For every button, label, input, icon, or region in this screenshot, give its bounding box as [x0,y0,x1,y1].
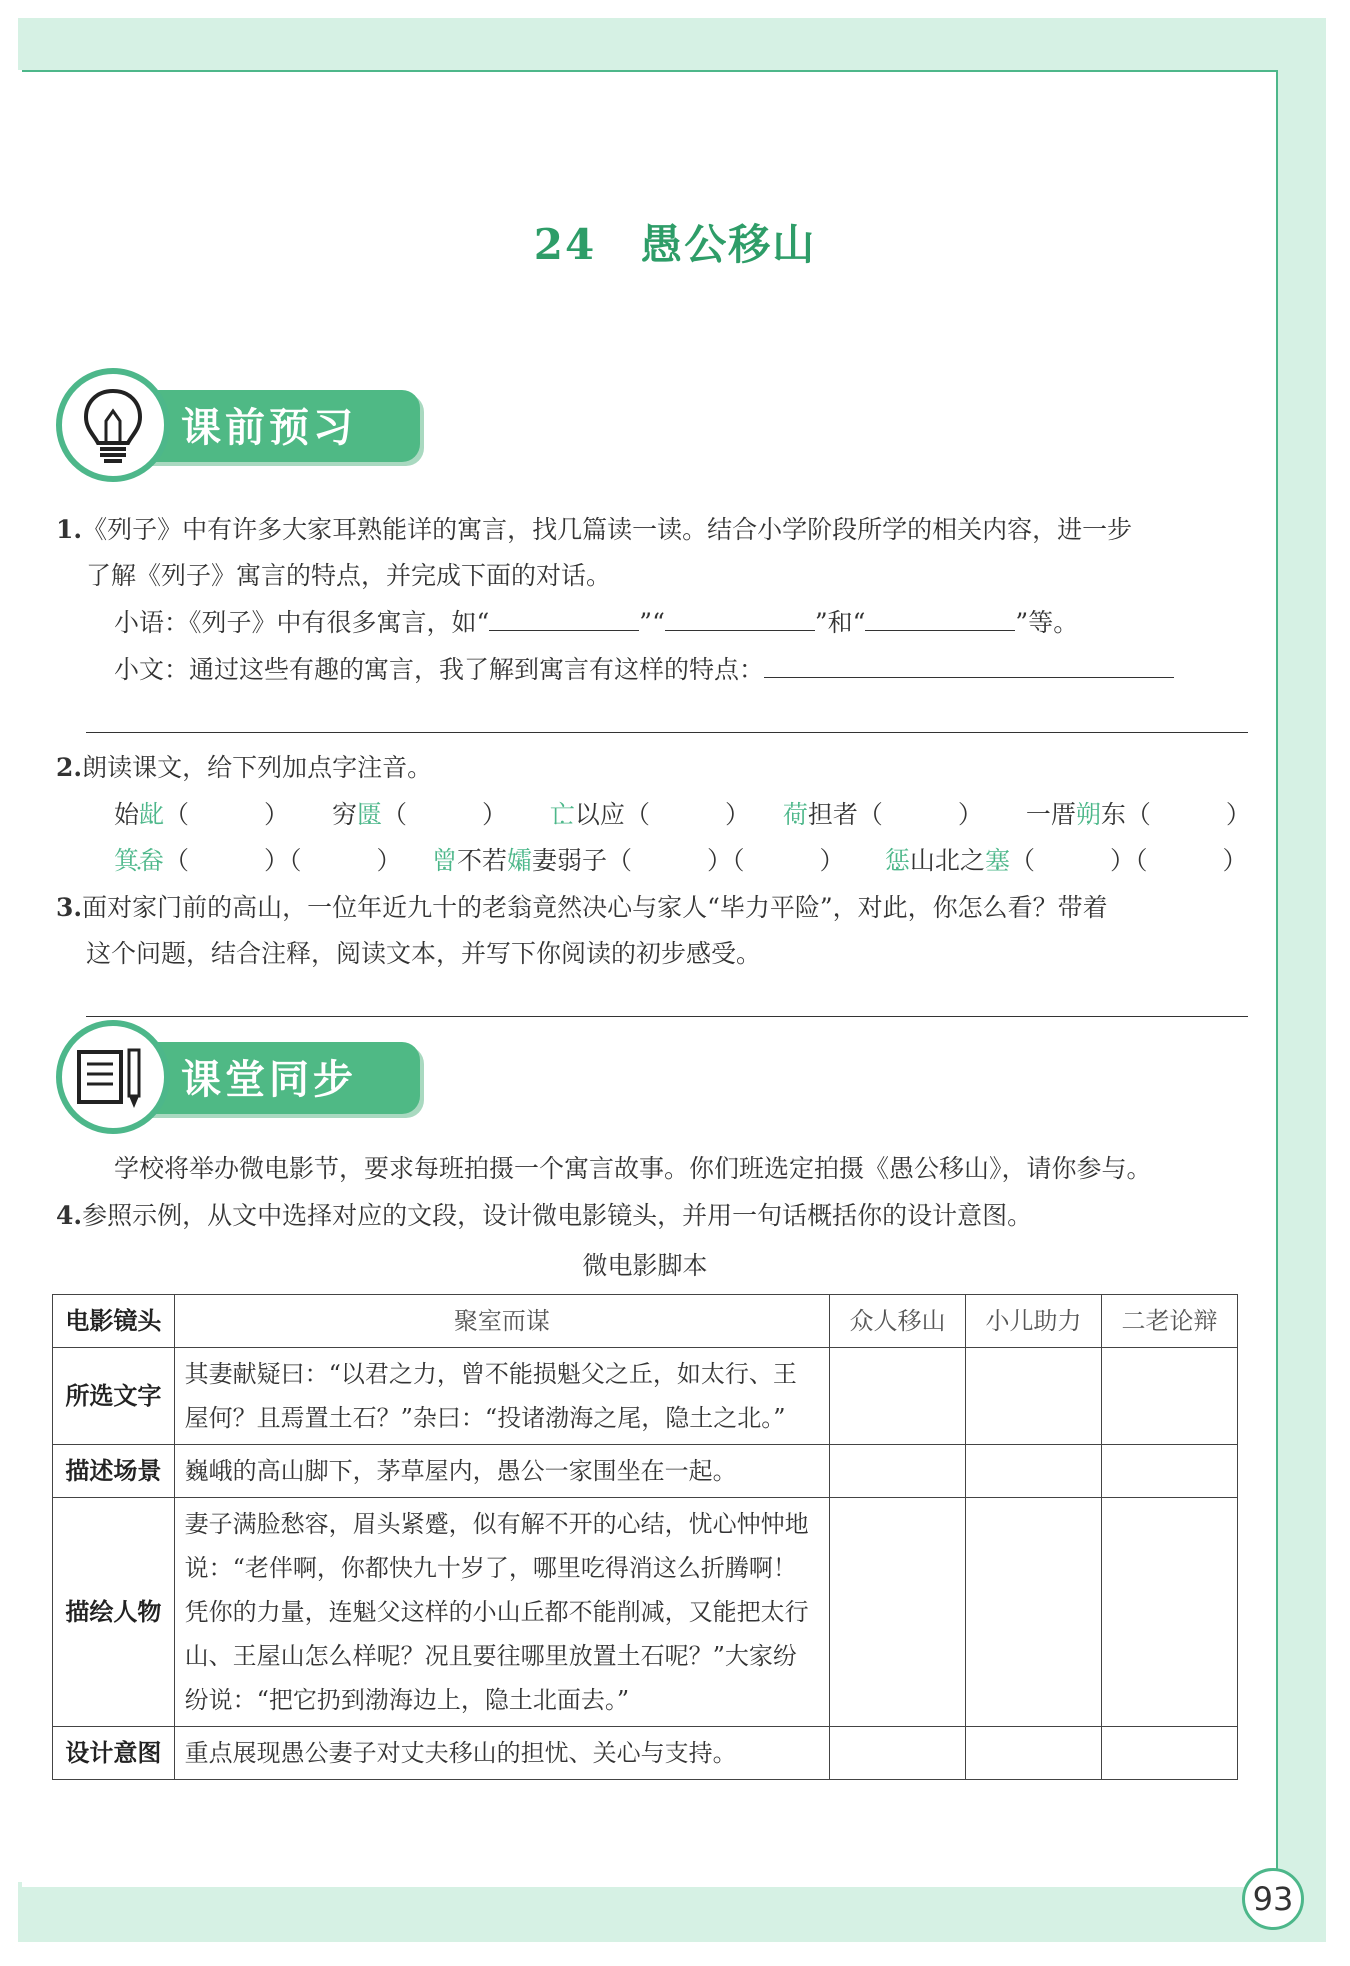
dotted-char: 朔 [1075,800,1101,829]
answer-line[interactable] [86,732,1248,733]
dotted-char: 箕畚 [114,846,165,875]
example-cell: 其妻献疑曰：“以君之力，曾不能损魁父之丘，如太行、王屋何？且焉置土石？”杂曰：“投诸渤海之尾，隐土之北。” [174,1348,829,1445]
item-text: 不若 [456,846,507,875]
question-1-line2: 了解《列子》寓言的特点，并完成下面的对话。 [86,561,612,590]
table-row [53,1498,1238,1727]
pinyin-answer-slot[interactable]: （ ） [381,800,507,829]
item-text: 东 [1100,800,1126,829]
question-text: 朗读课文，给下列加点字注音。 [82,753,433,782]
dotted-char: 匮 [356,800,382,829]
table-row [53,1348,1238,1445]
pinyin-answer-slot[interactable]: （ ） [1125,800,1251,829]
pinyin-item [114,792,324,838]
question-3-line2: 这个问题，结合注释，阅读文本，并写下你阅读的初步感受。 [86,939,762,968]
pinyin-row-1 [114,792,1254,838]
item-text: 一厝 [1025,800,1076,829]
answer-blank[interactable] [764,651,1174,678]
dotted-char: 曾 [431,846,457,875]
film-script-table [52,1294,1238,1780]
answer-cell[interactable] [830,1445,966,1498]
pinyin-item [114,838,424,884]
answer-cell[interactable] [1101,1727,1237,1780]
question-number: 2. [56,753,83,782]
pinyin-row-2 [114,838,1254,884]
dialogue-text: 小文：通过这些有趣的寓言，我了解到寓言有这样的特点： [114,655,765,684]
question-number: 4. [56,1201,83,1230]
answer-cell[interactable] [1101,1445,1237,1498]
pinyin-item [1026,792,1251,838]
answer-blank[interactable] [665,604,815,631]
example-cell: 重点展现愚公妻子对丈夫移山的担忧、关心与支持。 [174,1727,829,1780]
question-text: 《列子》中有许多大家耳熟能详的寓言，找几篇读一读。结合小学阶段所学的相关内容，进一步 [82,515,1133,544]
example-cell: 妻子满脸愁容，眉头紧蹙，似有解不开的心结，忧心忡忡地说：“老伴啊，你都快九十岁了，哪里吃得消这么折腾啊！凭你的力量，连魁父这样的小山丘都不能削减，又能把太行山、王屋山怎么样呢？况且要往哪里放置土石呢？”大家纷纷说：“把它扔到渤海边上，隐土北面去。” [174,1498,829,1727]
dialogue-xiaoyu [114,600,1264,646]
top-decor-band [18,18,1326,70]
question-number: 1. [56,515,83,544]
row-label: 描绘人物 [53,1498,175,1727]
answer-cell[interactable] [830,1727,966,1780]
pinyin-item [432,838,877,884]
item-text: 穷 [331,800,357,829]
dialogue-text: ”“ [639,608,665,637]
dotted-char: 亡 [549,800,575,829]
answer-cell[interactable] [966,1348,1102,1445]
question-2 [56,745,1256,791]
table-row [53,1445,1238,1498]
header-cell: 小儿助力 [966,1295,1102,1348]
item-text: 始 [114,800,140,829]
item-text: 以应 [574,800,625,829]
answer-blank[interactable] [489,604,639,631]
question-1 [56,507,1256,553]
page-number: 93 [1242,1868,1304,1930]
pinyin-item [332,792,542,838]
section-badge-class [56,1020,376,1142]
question-text: 面对家门前的高山，一位年近九十的老翁竟然决心与家人“毕力平险”，对此，你怎么看？带着 [82,893,1108,922]
dotted-char: 惩 [884,846,910,875]
book-pen-icon [56,1020,170,1134]
table-title: 微电影脚本 [582,1251,708,1280]
answer-line[interactable] [86,1016,1248,1017]
item-text: 山北之 [909,846,985,875]
pinyin-answer-slot[interactable]: （ ） [164,800,290,829]
header-cell: 众人移山 [830,1295,966,1348]
answer-cell[interactable] [1101,1348,1237,1445]
bottom-decor-band [18,1882,1326,1942]
row-label: 描述场景 [53,1445,175,1498]
dialogue-text: ”等。 [1015,608,1079,637]
question-4 [56,1193,1256,1239]
header-cell: 电影镜头 [53,1295,175,1348]
dotted-char: 龀 [139,800,165,829]
question-3 [56,885,1256,931]
dotted-char: 孀 [506,846,532,875]
row-label: 所选文字 [53,1348,175,1445]
table-header-row [53,1295,1238,1348]
lightbulb-icon [56,368,170,482]
question-text: 参照示例，从文中选择对应的文段，设计微电影镜头，并用一句话概括你的设计意图。 [82,1201,1033,1230]
dotted-char: 荷 [782,800,808,829]
item-text: 妻弱子 [532,846,608,875]
item-text: 担者 [807,800,858,829]
section-label: 课堂同步 [181,1057,357,1103]
row-label: 设计意图 [53,1727,175,1780]
header-cell: 聚室而谋 [174,1295,829,1348]
answer-cell[interactable] [966,1445,1102,1498]
pinyin-answer-slot[interactable]: （ ）（ ） [164,846,402,875]
pinyin-answer-slot[interactable]: （ ）（ ） [607,846,845,875]
answer-cell[interactable] [830,1348,966,1445]
pinyin-item [550,792,775,838]
answer-blank[interactable] [865,604,1015,631]
dialogue-text: ”和“ [814,608,866,637]
right-decor-band [1274,18,1326,1918]
answer-cell[interactable] [1101,1498,1237,1727]
lesson-title: 24 愚公移山 [533,220,817,269]
answer-cell[interactable] [830,1498,966,1727]
pinyin-answer-slot[interactable]: （ ） [857,800,983,829]
pinyin-answer-slot[interactable]: （ ） [624,800,750,829]
pinyin-item [783,792,1018,838]
section-label: 课前预习 [181,405,357,451]
section-badge-preview [56,368,376,490]
table-row [53,1727,1238,1780]
header-cell: 二老论辩 [1101,1295,1237,1348]
question-number: 3. [56,893,83,922]
dialogue-text: 小语：《列子》中有很多寓言，如“ [114,608,490,637]
pinyin-item [885,838,1248,884]
pinyin-answer-slot[interactable]: （ ）（ ） [1009,846,1248,875]
dialogue-xiaowen [114,647,1264,693]
intro-text: 学校将举办微电影节，要求每班拍摄一个寓言故事。你们班选定拍摄《愚公移山》，请你参与。 [114,1154,1152,1183]
dotted-char: 塞 [984,846,1010,875]
answer-cell[interactable] [966,1498,1102,1727]
answer-cell[interactable] [966,1727,1102,1780]
example-cell: 巍峨的高山脚下，茅草屋内，愚公一家围坐在一起。 [174,1445,829,1498]
